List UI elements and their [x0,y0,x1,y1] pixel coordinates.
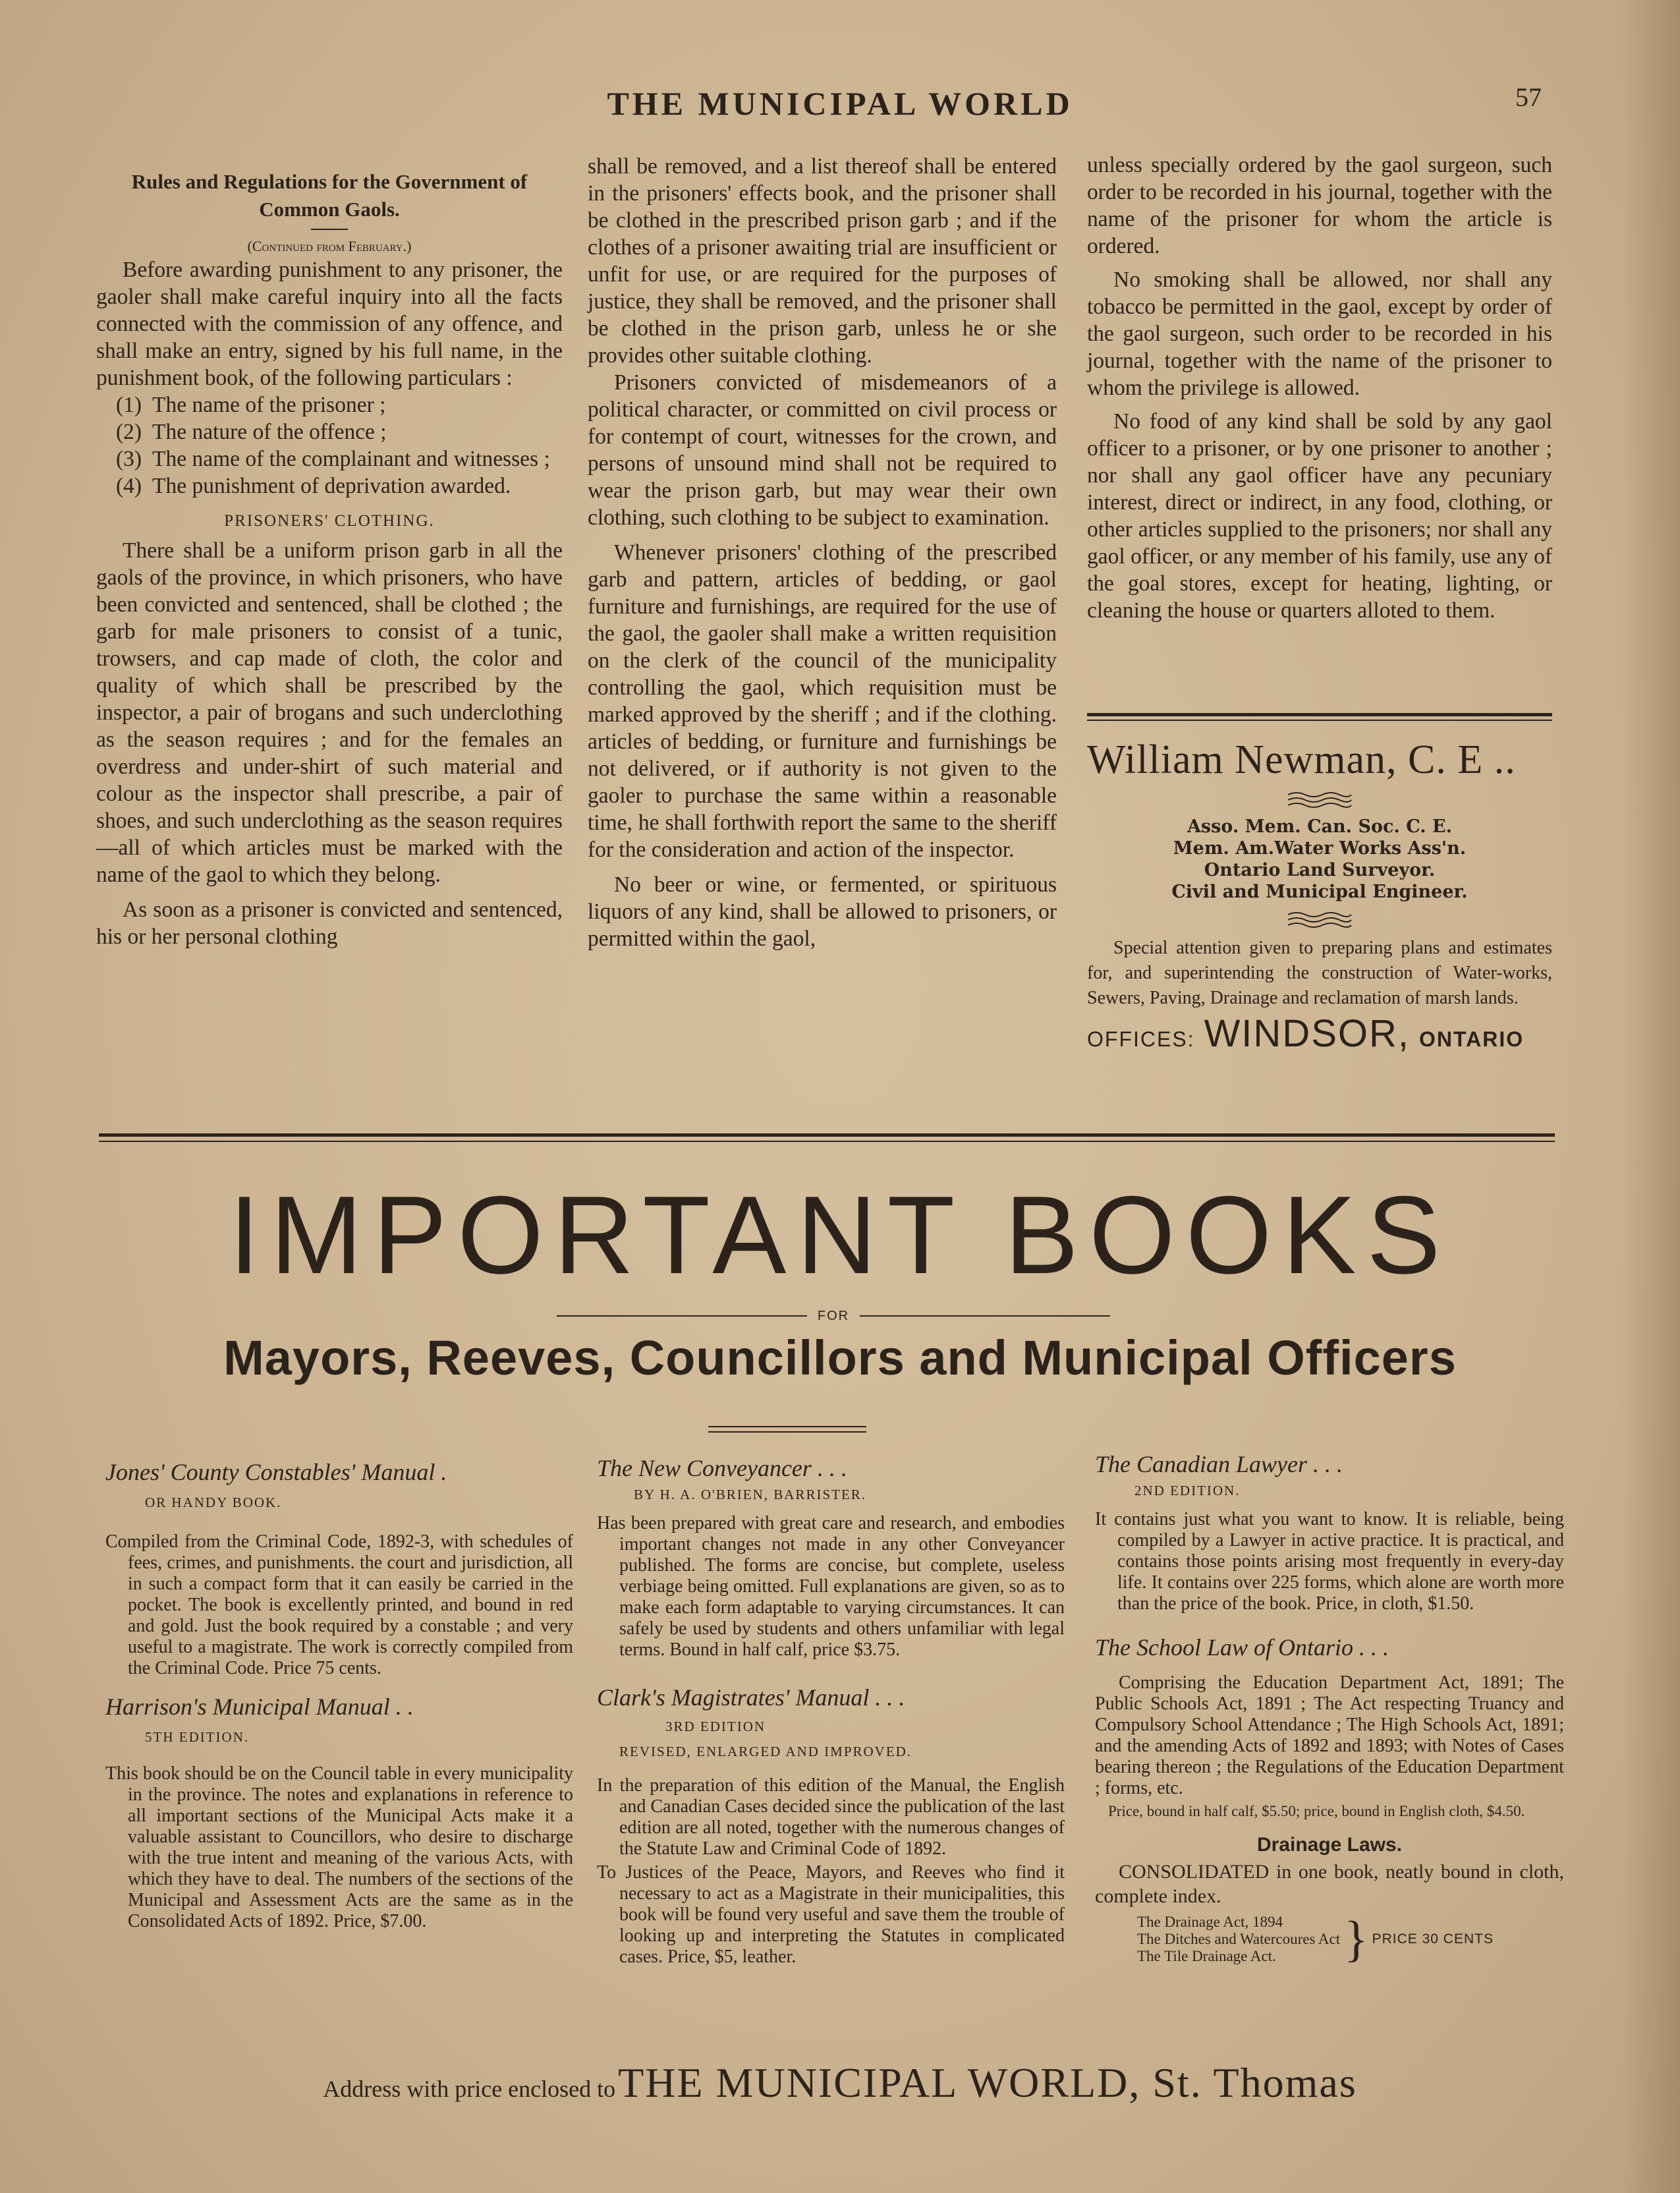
offices-line [1087,1012,1552,1055]
credential-line: Asso. Mem. Can. Soc. C. E. [1187,816,1453,837]
book-column-1 [105,1456,573,1944]
section-divider [99,1133,1555,1137]
card-top-rule [1087,713,1552,716]
brace-icon: } [1344,1912,1368,1967]
section-subheading: PRISONERS' CLOTHING. [224,512,435,530]
book-description: This book should be on the Council table in every municipality in the province. The notes and explanations in reference to all important sections of the Municipal Acts make it a valuable assistant to Councillors, who desire to discharge with the true intent and meaning of the various Acts, with which they have to deal. The numbers of the sections of the Municipal and Assessment Acts are the same as in the Consolidated Acts of 1892. Price, $7.00. [105,1763,573,1931]
book-description: Compiled from the Criminal Code, 1892-3, with schedules of fees, crimes, and punishments. the court and jurisdiction, all in such a compact form that it can easily be carried in the pocket. The book is excellently printed, and bound in red and gold. Just the book required by a constable ; and very useful to a magistrate. The work is correctly compiled from the Criminal Code. Price 75 cents. [105,1531,573,1678]
book-description: It contains just what you want to know. It is reliable, being compiled by a Lawyer in active practice. It is practical, and contains those points arising most frequently in every-day life. It contains over 225 forms, which alone are worth more than the price of the book. Price, in cloth, $1.50. [1095,1509,1564,1614]
article-paragraph: No smoking shall be allowed, nor shall any tobacco be permitted in the gaol, except by order of the gaol surgeon, such order to be recorded in his journal, together with the name of the prisoner to whom the privilege is allowed. [1087,268,1552,400]
address-name: THE MUNICIPAL WORLD, St. Thomas [618,2059,1357,2106]
book-edition: OR HANDY BOOK. [145,1495,282,1510]
article-paragraph: Before awarding punishment to any prisoner, the gaoler shall make careful inquiry into all the facts connected with the commission of any offence, and shall make an entry, signed by his full name, in the punishment book, of the following particulars : [96,258,563,390]
article-paragraph: shall be removed, and a list thereof shall be entered in the prisoners' effects book, and the prisoner shall be clothed in the prescribed prison garb ; and if the clothes of a prisoner awaiting trial are insufficient or unfit for use, or are required for the purposes of justice, they shall be removed, and the prisoner shall be clothed in the prison garb, unless he or she provides other suitable clothing. [588,154,1057,368]
article-paragraph: No beer or wine, or fermented, or spirituous liquors of any kind, shall be allowed to prisoners, or permitted within the gaol, [588,872,1057,951]
book-description: In the preparation of this edition of the Manual, the English and Canadian Cases decided since the publication of the last edition are all noted, together with the numerous changes of the Statute Law and Criminal Code of 1892. [597,1775,1065,1859]
order-address [0,2059,1680,2107]
book-description: Comprising the Education Department Act, 1891; The Public Schools Act, 1891 ; The Act respecting Truancy and Compulsory School Attendance ; The High Schools Act, 1891; and the amending Acts of 1892 and 1893; with Notes of Cases bearing thereon ; the Regulations of the Education Department ; forms, etc. [1095,1672,1564,1798]
engineer-card [1087,737,1552,1053]
book-title: Jones' County Constables' Manual . [105,1459,447,1485]
list-item: (1) The name of the prisoner ; [116,393,386,417]
book-title: The New Conveyancer . . . [597,1455,847,1481]
list-item: The Tile Drainage Act. [1137,1948,1276,1964]
book-edition: 3RD EDITION [665,1719,766,1734]
running-header-title: THE MUNICIPAL WORLD [607,85,1073,122]
ad-subtitle-rule [708,1426,866,1427]
article-column-3 [1087,152,1552,624]
article-paragraph: Whenever prisoners' clothing of the prescribed garb and pattern, articles of bedding, or gaol furniture and furnishings, are required for the use of the gaol, the gaoler shall make a written requisition on the clerk of the council of the municipality controlling the gaol, which requisition must be marked approved by the sheriff ; and if the clothing. articles of bedding, or furniture and furnishings be not delivered, or if authority is not given to the gaoler to purchase the same within a reasonable time, he shall forthwith report the same to the sheriff for the consideration and action of the inspector. [588,540,1057,862]
book-price: Price, bound in half calf, $5.50; price, bound in English cloth, $4.50. [1108,1803,1525,1819]
article-paragraph: unless specially ordered by the gaol surgeon, such order to be recorded in his journal, together with the name of the prisoner for whom the article is ordered. [1087,153,1552,258]
list-item: (2) The nature of the offence ; [116,420,387,444]
book-description: CONSOLIDATED in one book, neatly bound in cloth, complete index. [1095,1861,1564,1907]
page-number: 57 [1515,82,1542,112]
book-title: Drainage Laws. [1256,1834,1403,1856]
ornament-wave-icon [1287,789,1353,809]
book-title: Harrison's Municipal Manual . . [105,1694,414,1720]
offices-city: WINDSOR, [1204,1012,1410,1055]
offices-province: ONTARIO [1419,1027,1525,1051]
list-item: (4) The punishment of deprivation awarded. [116,474,511,498]
list-item: (3) The name of the complainant and witnesses ; [116,447,550,471]
ad-subtitle: Mayors, Reeves, Councillors and Municipal Officers [223,1330,1457,1385]
article-paragraph: Prisoners convicted of misdemeanors of a political character, or committed on civil process or for contempt of court, witnesses for the crown, and persons of unsound mind shall not be required to wear the prison garb, but may wear their own clothing, such clothing to be subject to examination. [588,370,1057,530]
ad-subtitle-rule [708,1431,866,1433]
ornament-wave-icon [1287,909,1353,929]
book-author: BY H. A. O'BRIEN, BARRISTER. [634,1487,867,1502]
book-edition-note: REVISED, ENLARGED AND IMPROVED. [619,1744,912,1759]
book-description: To Justices of the Peace, Mayors, and Reeves who find it necessary to act as a Magistrate in their municipalities, this book will be found very useful and save them the trouble of looking up and interpreting the Statutes in complicated cases. Price, $5, leather. [597,1862,1065,1967]
list-item: The Ditches and Watercoures Act [1137,1931,1341,1947]
book-price: PRICE 30 CENTS [1372,1931,1494,1947]
credential-line: Civil and Municipal Engineer. [1171,882,1468,902]
ad-for-line [557,1309,1110,1323]
ad-for-label: FOR [817,1308,850,1323]
engineer-name: William Newman, C. E .. [1087,737,1516,782]
card-description: Special attention given to preparing plans and estimates for, and superintending the construction of Water-works, Sewers, Paving, Drainage and reclamation of marsh lands. [1087,938,1552,1008]
list-item: The Drainage Act, 1894 [1137,1914,1283,1930]
book-edition: 2ND EDITION. [1134,1483,1241,1498]
article-column-1 [96,168,563,950]
book-column-2 [597,1452,1065,1979]
drainage-acts-list [1095,1914,1564,1965]
article-column-2 [588,153,1057,952]
heading-divider [311,229,348,230]
address-prefix: Address with price enclosed to [323,2076,616,2102]
book-title: Clark's Magistrates' Manual . . . [597,1684,905,1711]
ad-banner-title: IMPORTANT BOOKS [229,1173,1451,1297]
article-heading: Rules and Regulations for the Government of Common Gaols. [131,170,528,221]
book-column-3 [1095,1448,1564,1965]
article-paragraph: There shall be a uniform prison garb in all the gaols of the province, in which prisoners, who have been convicted and sentenced, shall be clothed ; the garb for male prisoners to consist of a tunic, trowsers, and cap made of cloth, the color and quality of which shall be prescribed by the inspector, a pair of brogans and such underclothing as the season requires ; and for the females an overdress and under-shirt of such material and colour as the inspector shall prescribe, a pair of shoes, and such underclothing as the season requires—all of which articles must be marked with the name of the gaol to which they belong. [96,538,563,887]
book-title: The Canadian Lawyer . . . [1095,1451,1343,1477]
article-paragraph: As soon as a prisoner is convicted and sentenced, his or her personal clothing [96,897,563,949]
card-top-rule-thin [1087,720,1552,721]
book-edition: 5TH EDITION. [145,1729,250,1745]
offices-label: OFFICES: [1087,1027,1195,1051]
continued-note: (Continued from February.) [247,238,412,254]
book-description: Has been prepared with great care and research, and embodies important changes not made in any other Conveyancer published. The forms are concise, but complete, useless verbiage being omitted. Full explanations are given, so as to make each form adaptable to varying circumstances. It can safely be used by students and others unfamiliar with legal terms. Bound in half calf, price $3.75. [597,1513,1065,1660]
article-paragraph: No food of any kind shall be sold by any gaol officer to a prisoner, or by one prisoner to another ; nor shall any gaol officer have any pecuniary interest, direct or indirect, in any food, clothing, or other articles supplied to the prisoners; nor shall any gaol officer, or any member of his family, use any of the goal stores, except for heating, lighting, or cleaning the house or quarters alloted to them. [1087,409,1552,623]
section-divider-thin [99,1141,1555,1142]
credential-line: Mem. Am.Water Works Ass'n. [1173,838,1467,859]
book-title: The School Law of Ontario . . . [1095,1634,1389,1661]
credential-line: Ontario Land Surveyor. [1204,860,1436,880]
page-spine-shadow [1621,0,1680,2193]
